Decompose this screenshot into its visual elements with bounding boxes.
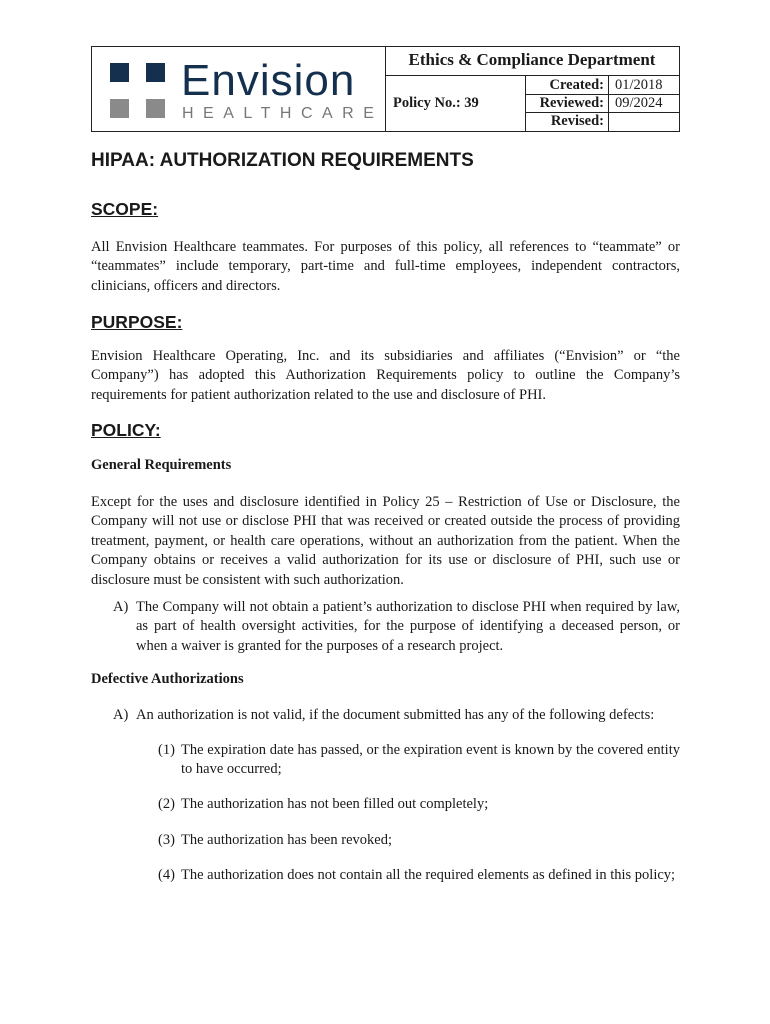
reviewed-value: 09/2024 (615, 95, 663, 111)
purpose-text: Envision Healthcare Operating, Inc. and its subsidiaries and affiliates (“Envision” or “the Company”) has adopted this Authorization Requirements policy to outline the Company’s requirements for patient authorization related to the use and disclosure of PHI. (91, 348, 680, 403)
defect-item-3 (158, 831, 680, 850)
list-item-text: The expiration date has passed, or the expiration event is known by the covered entity to have occurred; (181, 742, 680, 778)
general-requirements-heading: General Requirements (91, 457, 232, 473)
policy-number: Policy No.: 39 (385, 75, 526, 131)
logo-square-dark-2 (146, 63, 165, 82)
department-title: Ethics & Compliance Department (385, 47, 679, 76)
created-label: Created: (549, 77, 604, 93)
defect-item-2 (158, 795, 680, 814)
list-item-text: The authorization has been revoked; (181, 832, 392, 848)
page-title: HIPAA: AUTHORIZATION REQUIREMENTS (91, 150, 474, 171)
logo-square-dark-1 (110, 63, 129, 82)
revised-label: Revised: (550, 113, 604, 129)
general-requirements-text: Except for the uses and disclosure identified in Policy 25 – Restriction of Use or Disclosure, the Company will not use or disclose PHI that was received or created outside the process of providing treatment, payment, or health care operations, without an authorization from the patient. When the Company obtains or receives a valid authorization for its use or disclosure of PHI, such use or disclosure must be consistent with such authorization. (91, 494, 680, 588)
list-marker: A) (113, 707, 129, 723)
list-item-text: The authorization does not contain all the required elements as defined in this policy; (181, 867, 676, 883)
logo-square-gray-2 (146, 99, 165, 118)
list-marker: (2) (158, 796, 175, 812)
logo-subtitle: HEALTHCARE (182, 105, 384, 122)
list-marker: (1) (158, 742, 175, 758)
logo-wordmark: Envision (181, 56, 356, 105)
policy-header-table (91, 46, 680, 132)
dates-cell (526, 75, 679, 131)
logo (92, 47, 386, 131)
policy-heading: POLICY: (91, 420, 161, 440)
defective-authorizations-heading: Defective Authorizations (91, 671, 244, 687)
created-value: 01/2018 (615, 77, 663, 93)
list-item-text: An authorization is not valid, if the document submitted has any of the following defects: (136, 707, 655, 723)
revised-value (608, 112, 679, 130)
reviewed-label: Reviewed: (539, 95, 604, 111)
defect-item-1 (158, 741, 680, 780)
logo-square-gray-1 (110, 99, 129, 118)
list-item-text: The Company will not obtain a patient’s authorization to disclose PHI when required by law, as part of health oversight activities, for the purpose of identifying a deceased person, or when a waiver is granted for the purposes of a research project. (136, 599, 680, 654)
list-marker: (4) (158, 867, 175, 883)
scope-heading: SCOPE: (91, 199, 159, 219)
defective-item-a (113, 706, 680, 725)
list-marker: A) (113, 599, 129, 615)
purpose-heading: PURPOSE: (91, 312, 183, 332)
list-marker: (3) (158, 832, 175, 848)
list-item-text: The authorization has not been filled out completely; (181, 796, 489, 812)
scope-text: All Envision Healthcare teammates. For purposes of this policy, all references to “teammate” or “teammates” include temporary, part-time and full-time employees, independent contractors, clinicians, officers and directors. (91, 239, 680, 294)
general-item-a (113, 598, 680, 656)
defect-item-4 (158, 866, 680, 885)
